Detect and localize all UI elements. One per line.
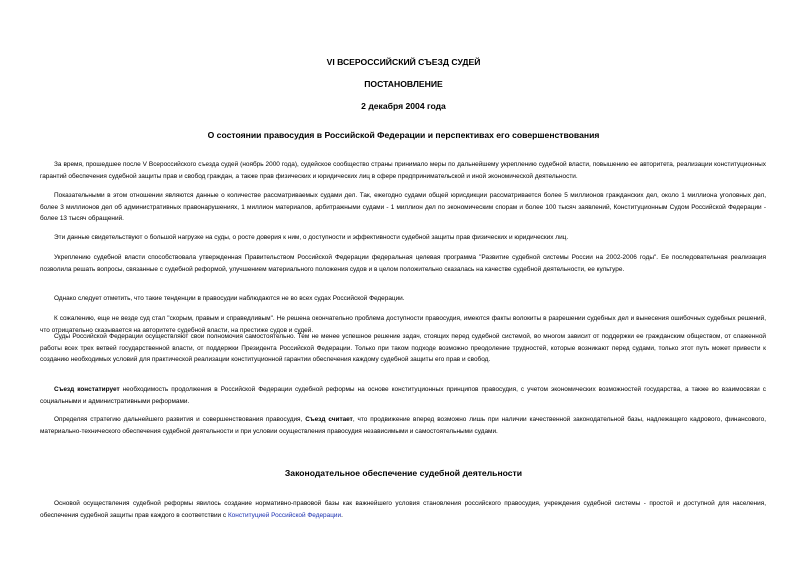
section-title: Законодательное обеспечение судебной деятельности <box>284 468 523 478</box>
paragraph-2: Показательными в этом отношении являются данные о количестве рассматриваемых судами дел. Так, ежегодно судами общей юрисдикции рассматривается более 5 миллионов гражданских дел, около 1 миллиона уголовных дел, более 3 миллионов дел об административных правонарушениях, 1 миллион материалов, арбитражными судами - 1 миллион дел по экономическим спорам и более 100 тысяч заявлений, Конституционным Судом Российской Федерации - более 13 тысяч обращений. <box>40 192 766 223</box>
paragraph-1: За время, прошедшее после V Всероссийского съезда судей (ноябрь 2000 года), судейское сообщество страны принимало меры по дальнейшему укреплению судебной власти, повышению ее авторитета, реализации конституционных гарантий обеспечения судебной защиты прав и свобод граждан, а также прав физических и юридических лиц в сфере предпринимательской и иной экономической деятельности. <box>40 161 766 180</box>
paragraph-7: Суды Российской Федерации осуществляют свои полномочия самостоятельно. Тем не менее успешное решение задач, стоящих перед судебной системой, во многом зависит от поддержки ее гражданским обществом, от слаженной работы всех трех ветвей государственной власти, от поддержки Президента Российской Федерации. Только при таком подходе возможно преодоление трудностей, которые возникают перед судами, только этот путь может привести к созданию необходимых условий для практической реализации конституционной гарантии обеспечения каждому судебной защиты его прав и свобод. <box>40 333 766 364</box>
section-paragraph-1: Основой осуществления судебной реформы явилось создание нормативно-правовой базы как важнейшего условия становления российского правосудия, учреждения судебной системы - простой и доступной для населения, обеспечения судебной защиты прав каждого в соответствии с Конституцией Российской Федерации. <box>40 500 766 519</box>
congress-heading: VI ВСЕРОССИЙСКИЙ СЪЕЗД СУДЕЙ <box>326 57 481 67</box>
document-title: О состоянии правосудия в Российской Федерации и перспективах его совершенствования <box>207 130 600 140</box>
paragraph-6: К сожалению, еще не везде суд стал "скорым, правым и справедливым". Не решена окончательно проблема доступности правосудия, имеются факты волокиты в разрешении судебных дел и вынесения ошибочных судебных решений, что отрицательно сказывается на авторитете судебной власти, на престиже судов и судей. <box>40 315 766 334</box>
constitution-link[interactable]: Конституцией Российской Федерации <box>227 511 342 519</box>
paragraph-5: Однако следует отметить, что такие тенденции в правосудии наблюдаются не во всех судах Российской Федерации. <box>54 295 405 302</box>
paragraph-3: Эти данные свидетельствуют о большой нагрузке на суды, о росте доверия к ним, о доступности и эффективности судебной защиты прав физических и юридических лиц. <box>54 234 569 241</box>
congress-considers-bold: Съезд считает <box>305 416 353 423</box>
paragraph-8: Съезд констатирует необходимость продолжения в Российской Федерации судебной реформы на основе конституционных принципов правосудия, с учетом экономических возможностей государства, а также во взаимосвязи с социальными и административными реформами. <box>40 386 767 405</box>
document-type: ПОСТАНОВЛЕНИЕ <box>364 79 443 89</box>
paragraph-9: Определяя стратегию дальнейшего развития и совершенствования правосудия, Съезд считает, что продвижение вперед возможно лишь при наличии качественной законодательной базы, надлежащего кадрового, финансового, материально-технического обеспечения судебной деятельности и при условии осуществления правосудия независимыми и самостоятельными судами. <box>40 416 766 435</box>
paragraph-4: Укреплению судебной власти способствовала утвержденная Правительством Российской Федерации федеральная целевая программа "Развитие судебной системы России на 2002-2006 годы". Ее последовательная реализация позволила решать вопросы, связанные с судебной реформой, улучшением материального положения судов и в целом положительно сказалась на качестве судебной деятельности, ее культуре. <box>40 254 766 273</box>
document-date: 2 декабря 2004 года <box>361 101 446 111</box>
congress-states-bold: Съезд констатирует <box>54 386 120 393</box>
